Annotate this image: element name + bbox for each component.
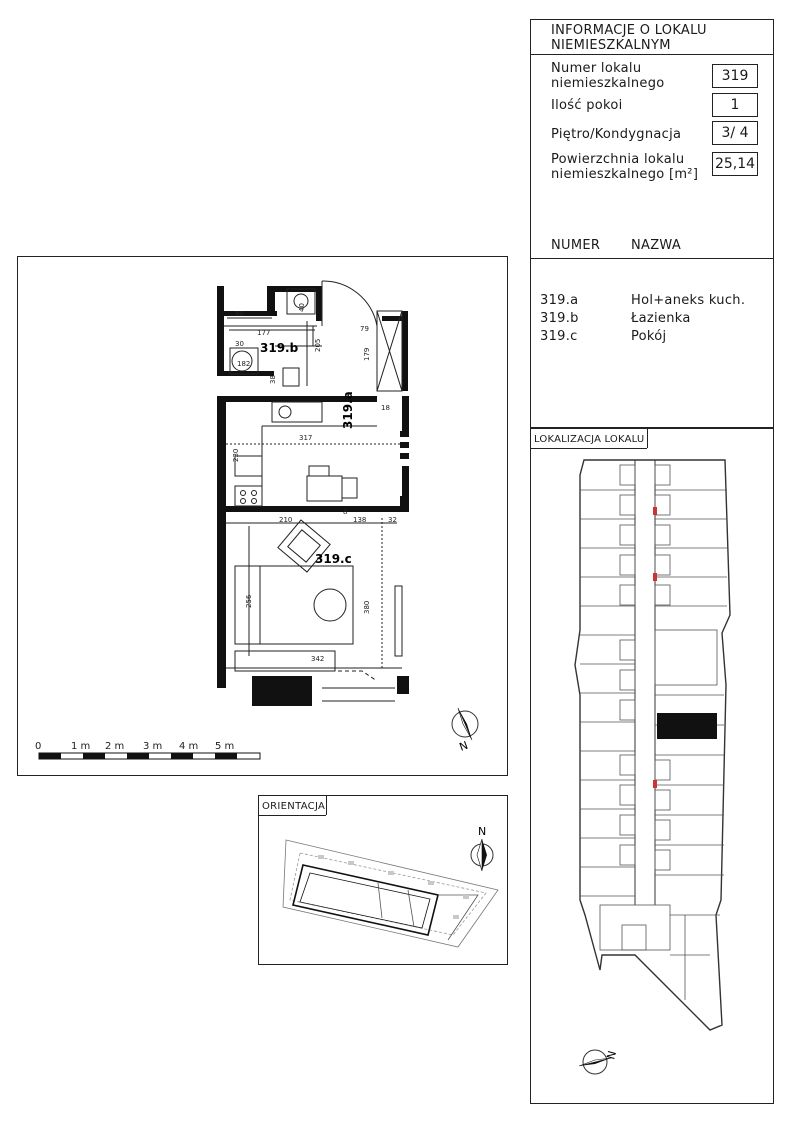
site-orientation-map: [258, 795, 508, 965]
dim-79: 79: [360, 325, 369, 333]
plan-compass-icon: [452, 708, 478, 754]
scale-label-1: 1 m: [71, 741, 91, 752]
scale-label-0: 0: [35, 741, 42, 752]
value-unit-number: 319: [712, 64, 758, 88]
room-label-c: 319.c: [315, 552, 352, 566]
label-area-2: niemieszkalnego [m²]: [551, 167, 699, 182]
dim-317: 317: [299, 434, 313, 442]
room-name-c: Pokój: [631, 329, 667, 344]
scale-label-2: 2 m: [105, 741, 125, 752]
highlighted-unit: [657, 713, 717, 739]
svg-text:N: N: [604, 1049, 620, 1061]
dim-32: 32: [388, 516, 397, 524]
dim-205: 205: [314, 338, 322, 352]
scale-label-4: 4 m: [179, 741, 199, 752]
orientation-compass-icon: [471, 825, 493, 871]
dim-230: 230: [232, 448, 240, 462]
rooms-header-name: NAZWA: [631, 238, 682, 253]
room-label-b: 319.b: [260, 341, 299, 355]
room-number-c: 319.c: [540, 329, 578, 344]
info-title-line2: NIEMIESZKALNYM: [551, 38, 671, 53]
dim-38: 38: [269, 375, 277, 384]
rooms-header-number: NUMER: [551, 238, 601, 253]
dim-30: 30: [235, 340, 244, 348]
room-name-b: Łazienka: [631, 311, 691, 326]
location-title-sep: [647, 428, 648, 448]
floor-plan: [17, 256, 508, 776]
dim-98: 98: [235, 310, 244, 318]
room-label-a: 319.a: [341, 391, 355, 429]
building-location-map: [540, 455, 765, 1085]
dim-210: 210: [279, 516, 293, 524]
label-room-count: Ilość pokoi: [551, 98, 623, 113]
dim-179: 179: [363, 347, 371, 361]
label-floor: Piętro/Kondygnacja: [551, 127, 682, 142]
info-title-line1: INFORMACJE O LOKALU: [551, 23, 707, 38]
dim-40: 40: [298, 303, 306, 312]
value-room-count: 1: [712, 93, 758, 117]
dim-342: 342: [311, 655, 325, 663]
info-title-divider: [530, 54, 774, 55]
room-number-a: 319.a: [540, 293, 579, 308]
svg-text:N: N: [457, 738, 470, 754]
label-area-1: Powierzchnia lokalu: [551, 152, 685, 167]
dim-177: 177: [257, 329, 271, 337]
location-title-underline: [530, 448, 647, 449]
location-title: LOKALIZACJA LOKALU: [534, 434, 645, 445]
location-compass-icon: [579, 1049, 619, 1074]
dim-18: 18: [381, 404, 390, 412]
label-unit-number-2: niemieszkalnego: [551, 76, 665, 91]
scale-label-5: 5 m: [215, 741, 235, 752]
dim-380: 380: [363, 600, 371, 614]
label-unit-number-1: Numer lokalu: [551, 61, 642, 76]
dim-256: 256: [245, 594, 253, 608]
scale-bar: [35, 741, 260, 759]
value-area: 25,14: [712, 152, 758, 176]
rooms-header-divider: [530, 258, 774, 259]
room-name-a: Hol+aneks kuch.: [631, 293, 746, 308]
orientation-title: ORIENTACJA: [262, 801, 326, 812]
dim-8: 8: [343, 508, 348, 516]
room-number-b: 319.b: [540, 311, 579, 326]
dim-182: 182: [237, 360, 251, 368]
value-floor: 3/ 4: [712, 121, 758, 145]
svg-text:N: N: [478, 825, 487, 838]
dim-138: 138: [353, 516, 367, 524]
scale-label-3: 3 m: [143, 741, 163, 752]
